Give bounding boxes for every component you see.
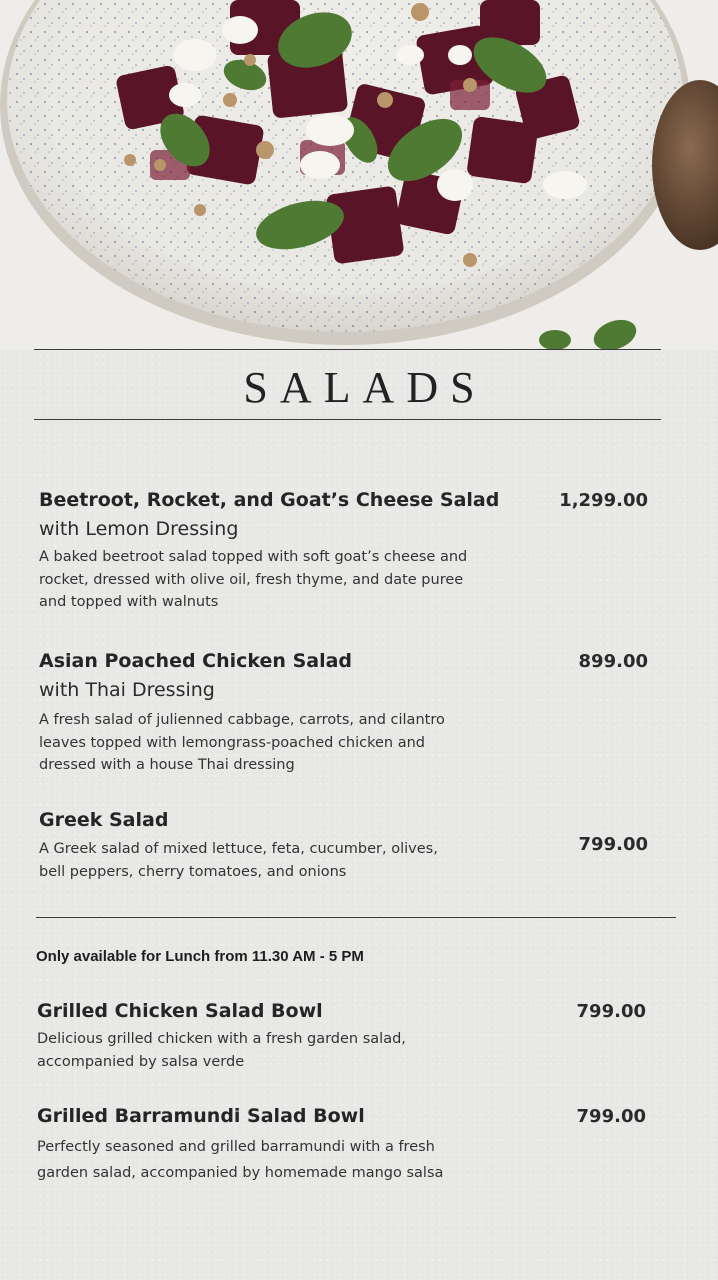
menu-item-description: Perfectly seasoned and grilled barramundi with a fresh garden salad, accompanied by homemade mango salsa	[37, 1139, 444, 1181]
section-divider	[36, 917, 676, 918]
menu-item-name: Greek Salad	[39, 809, 169, 831]
menu-item-description: A fresh salad of julienned cabbage, carrots, and cilantro leaves topped with lemongrass-poached chicken and dressed with a house Thai dressing	[39, 712, 445, 773]
menu-item-price: 1,299.00	[559, 490, 648, 511]
menu-item-name: Grilled Barramundi Salad Bowl	[37, 1105, 365, 1127]
hero-photo	[0, 0, 718, 350]
lunch-availability-note: Only available for Lunch from 11.30 AM - 5 PM	[36, 948, 364, 965]
menu-item-name: Grilled Chicken Salad Bowl	[37, 1000, 323, 1022]
title-underline	[34, 419, 661, 420]
menu-item-name: Beetroot, Rocket, and Goat’s Cheese Salad	[39, 489, 500, 511]
menu-item-description: Delicious grilled chicken with a fresh garden salad, accompanied by salsa verde	[37, 1031, 406, 1070]
section-title: SALADS	[243, 363, 487, 412]
menu-item-price: 899.00	[578, 651, 648, 672]
menu-item-description: A Greek salad of mixed lettuce, feta, cucumber, olives, bell peppers, cherry tomatoes, and onions	[39, 841, 438, 880]
menu-item-price: 799.00	[578, 834, 648, 855]
menu-item-price: 799.00	[576, 1001, 646, 1022]
menu-item-name: Asian Poached Chicken Salad	[39, 650, 353, 672]
top-rule	[34, 349, 661, 350]
menu-item-subtitle: with Thai Dressing	[39, 679, 215, 701]
menu-item-description: A baked beetroot salad topped with soft goat’s cheese and rocket, dressed with olive oil, fresh thyme, and date puree and topped with walnuts	[39, 549, 468, 610]
menu-item-price: 799.00	[576, 1106, 646, 1127]
menu-item-subtitle: with Lemon Dressing	[39, 518, 239, 540]
salad-bowl-illustration	[0, 0, 718, 350]
